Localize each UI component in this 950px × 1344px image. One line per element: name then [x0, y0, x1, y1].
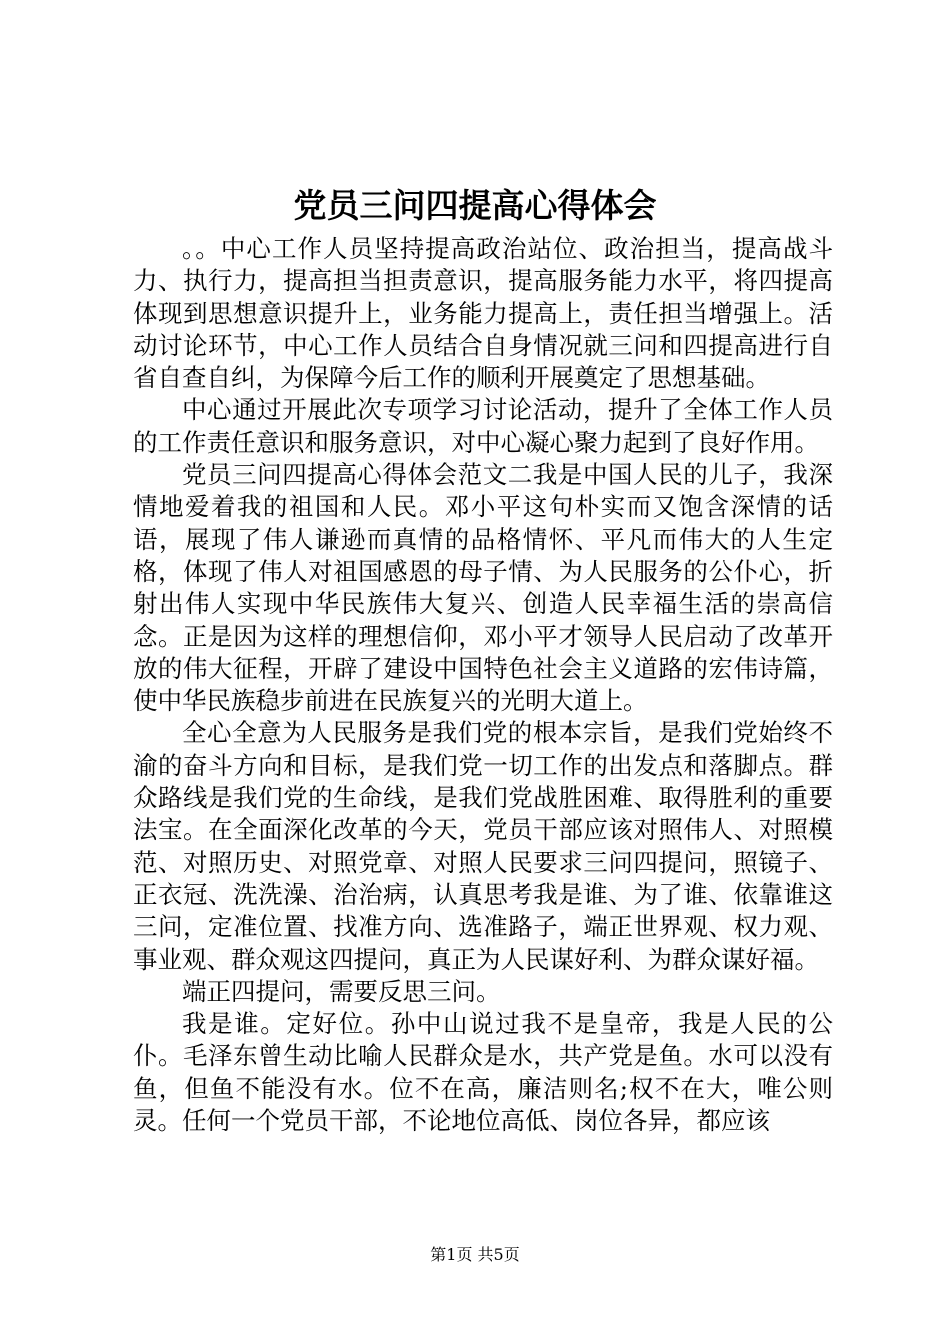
paragraph-6: 我是谁。定好位。孙中山说过我不是皇帝，我是人民的公仆。毛泽东曾生动比喻人民群众是水，共产党是鱼。水可以没有鱼，但鱼不能没有水。位不在高，廉洁则名;权不在大，唯公则灵。任何一个党员干部，不论地位高低、岗位各异，都应该 [133, 1009, 833, 1136]
document-body [133, 233, 833, 1137]
paragraph-2: 中心通过开展此次专项学习讨论活动，提升了全体工作人员的工作责任意识和服务意识，对中心凝心聚力起到了良好作用。 [133, 395, 833, 457]
paragraph-4: 全心全意为人民服务是我们党的根本宗旨，是我们党始终不渝的奋斗方向和目标，是我们党一切工作的出发点和落脚点。群众路线是我们党的生命线，是我们党战胜困难、取得胜利的重要法宝。在全面深化改革的今天，党员干部应该对照伟人、对照模范、对照历史、对照党章、对照人民要求三问四提问，照镜子、正衣冠、洗洗澡、治治病，认真思考我是谁、为了谁、依靠谁这三问，定准位置、找准方向、选准路子，端正世界观、权力观、事业观、群众观这四提问，真正为人民谋好利、为群众谋好福。 [133, 718, 833, 974]
paragraph-3: 党员三问四提高心得体会范文二我是中国人民的儿子，我深情地爱着我的祖国和人民。邓小平这句朴实而又饱含深情的话语，展现了伟人谦逊而真情的品格情怀、平凡而伟大的人生定格，体现了伟人对祖国感恩的母子情、为人民服务的公仆心，折射出伟人实现中华民族伟大复兴、创造人民幸福生活的崇高信念。正是因为这样的理想信仰，邓小平才领导人民启动了改革开放的伟大征程，开辟了建设中国特色社会主义道路的宏伟诗篇，使中华民族稳步前进在民族复兴的光明大道上。 [133, 460, 833, 716]
document-title: 党员三问四提高心得体会 [293, 186, 657, 225]
page-footer: 第1页 共5页 [430, 1245, 520, 1264]
paragraph-1: 。。中心工作人员坚持提高政治站位、政治担当，提高战斗力、执行力，提高担当担责意识，提高服务能力水平，将四提高体现到思想意识提升上，业务能力提高上，责任担当增强上。活动讨论环节，中心工作人员结合自身情况就三问和四提高进行自省自查自纠，为保障今后工作的顺利开展奠定了思想基础。 [133, 234, 833, 393]
paragraph-5: 端正四提问，需要反思三问。 [182, 976, 501, 1006]
